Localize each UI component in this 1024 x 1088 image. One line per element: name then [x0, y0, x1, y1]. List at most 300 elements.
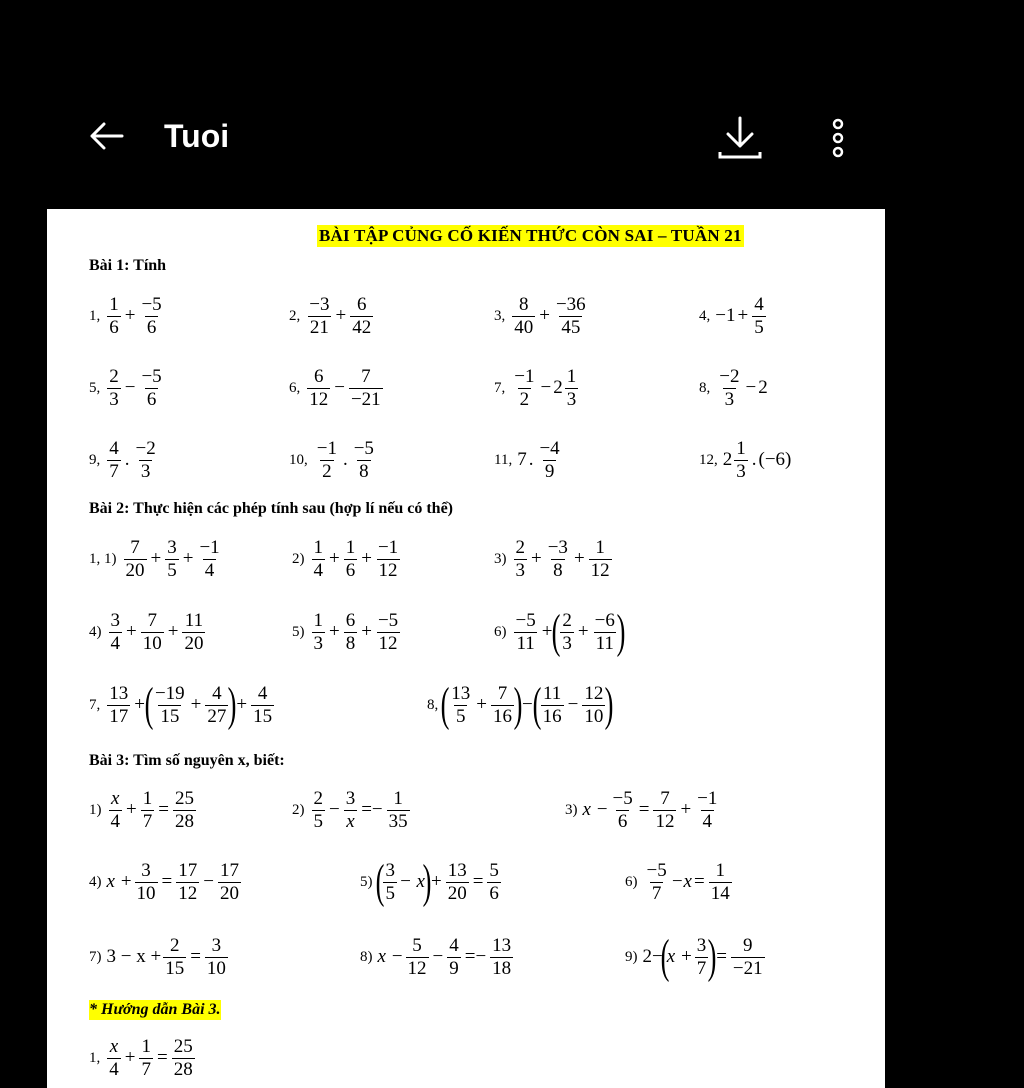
hint-bai-3: * Hướng dẫn Bài 3. [89, 1001, 221, 1018]
exercise-number: 9) [625, 948, 638, 965]
denominator: 12 [178, 882, 198, 904]
fraction [645, 860, 669, 905]
denominator: 4 [204, 559, 215, 581]
exercise-3-2 [292, 782, 412, 838]
operator: − [203, 871, 214, 892]
fraction [653, 788, 676, 833]
numerator: 4 [109, 437, 119, 459]
denominator: 10 [142, 632, 162, 654]
numerator: 2 [313, 787, 323, 809]
paren-left: ( [144, 678, 154, 731]
fraction [593, 610, 617, 655]
numerator: −6 [594, 609, 615, 631]
exercise-number: 4, [699, 307, 711, 324]
exercise-number: 9, [89, 451, 101, 468]
fraction [141, 788, 155, 833]
numerator: −19 [154, 682, 185, 704]
download-button[interactable] [714, 112, 766, 164]
fraction [135, 860, 158, 905]
fraction [153, 683, 187, 728]
denominator: 6 [345, 559, 356, 581]
fraction [376, 610, 400, 655]
exercise-1-10 [289, 432, 378, 488]
denominator: 2 [322, 460, 332, 482]
fraction [344, 788, 358, 833]
numerator: 3 [211, 934, 222, 956]
exercise-number: 2, [289, 307, 301, 324]
operator: + [361, 548, 372, 569]
whole-part: 2 [553, 377, 563, 398]
download-icon [714, 112, 766, 164]
operator: − [334, 377, 345, 398]
fraction [541, 683, 564, 728]
fraction [315, 438, 339, 483]
exercise-number: 6, [289, 379, 301, 396]
denominator: 10 [584, 705, 604, 727]
fraction [589, 537, 612, 582]
denominator: 28 [173, 1058, 193, 1080]
back-button[interactable] [86, 116, 126, 156]
denominator: 18 [492, 957, 512, 979]
exercise-number: 11, [494, 451, 513, 468]
operator: + [329, 621, 340, 642]
numerator: 5 [412, 934, 422, 956]
denominator: 15 [165, 957, 185, 979]
numerator: 4 [212, 682, 222, 704]
fraction [695, 935, 709, 980]
numerator: 3 [141, 859, 151, 881]
operator: = [156, 1047, 168, 1068]
denominator: 9 [544, 460, 555, 482]
operator: + [737, 305, 749, 326]
exercise-1-2 [289, 288, 375, 344]
denominator: 20 [125, 559, 145, 581]
operator: + [476, 694, 487, 715]
operator: . [751, 449, 757, 470]
exercise-number: 8, [699, 379, 711, 396]
operator: − [567, 694, 579, 715]
denominator: 3 [109, 388, 119, 410]
exercise-number: 8, [427, 696, 439, 713]
exercise-1-4 [699, 288, 768, 344]
exercise-number: 5) [292, 623, 305, 640]
fraction [383, 860, 397, 905]
denominator: 8 [359, 460, 369, 482]
denominator: 20 [447, 882, 467, 904]
fraction [695, 788, 719, 833]
fraction [512, 294, 535, 339]
numerator: 13 [447, 859, 467, 881]
denominator: 3 [566, 388, 577, 410]
term: 2 [758, 377, 768, 398]
operator: = [161, 871, 173, 892]
operator: + [361, 621, 372, 642]
fraction [107, 366, 121, 411]
exercise-number: 7) [89, 948, 102, 965]
exercise-number: 3, [494, 307, 506, 324]
exercise-1-11 [494, 432, 564, 488]
paren-right: ) [707, 930, 717, 983]
denominator: 10 [136, 882, 156, 904]
numerator: −5 [646, 859, 667, 881]
denominator: 42 [352, 316, 372, 338]
exercise-number: 4) [89, 873, 102, 890]
paren-right: ) [422, 855, 432, 908]
fraction [163, 935, 186, 980]
numerator: 1 [109, 293, 119, 315]
denominator: 12 [655, 810, 675, 832]
paren-left: ( [440, 678, 450, 731]
denominator: −21 [350, 388, 381, 410]
denominator: 6 [109, 316, 119, 338]
denominator: 7 [109, 460, 119, 482]
exercise-number: 5) [360, 873, 373, 890]
numerator: 7 [147, 609, 157, 631]
section-bai-2: Bài 2: Thực hiện các phép tính sau (hợp lí nếu có thể) [89, 500, 453, 517]
arrow-left-icon [86, 116, 126, 156]
exercise-2-1 [89, 531, 224, 587]
numerator: 3 [696, 934, 707, 956]
operator: − [124, 377, 136, 398]
operator: = [716, 946, 727, 967]
operator: + [134, 694, 145, 715]
paren-left: ( [532, 678, 542, 731]
term: (−6) [758, 449, 792, 470]
denominator: 11 [595, 632, 614, 654]
fraction [139, 1036, 153, 1081]
exercise-2-4 [89, 604, 207, 660]
fraction [312, 537, 326, 582]
numerator: 2 [515, 536, 525, 558]
fraction [107, 438, 121, 483]
numerator: 1 [393, 787, 403, 809]
numerator: −2 [135, 437, 156, 459]
fraction [312, 788, 326, 833]
numerator: 1 [736, 437, 746, 459]
mixed-number [723, 438, 750, 483]
section-bai-1: Bài 1: Tính [89, 257, 167, 274]
numerator: 1 [142, 787, 153, 809]
operator: + [167, 621, 179, 642]
exercise-number: 3) [565, 801, 578, 818]
fraction [752, 294, 766, 339]
term: x + [106, 871, 133, 892]
term: x + [666, 946, 693, 967]
document-page[interactable] [47, 209, 885, 1088]
numerator: 13 [109, 682, 129, 704]
fraction [565, 366, 579, 411]
exercise-number: 7, [494, 379, 506, 396]
denominator: 6 [146, 316, 157, 338]
denominator: 7 [142, 810, 153, 832]
numerator: 6 [314, 365, 324, 387]
operator: + [539, 305, 550, 326]
operator: − [329, 799, 340, 820]
fraction [141, 610, 164, 655]
denominator: 21 [309, 316, 329, 338]
operator: = [693, 871, 705, 892]
denominator: 12 [309, 388, 329, 410]
fraction [376, 537, 400, 582]
exercise-2-2 [292, 531, 402, 587]
denominator: 5 [385, 882, 395, 904]
fraction [734, 438, 748, 483]
denominator: −21 [732, 957, 763, 979]
fraction [344, 610, 358, 655]
paren-left: ( [375, 855, 384, 908]
denominator: 3 [724, 388, 735, 410]
exercise-1-12 [699, 432, 791, 488]
exercise-2-5 [292, 604, 402, 660]
fraction [134, 438, 158, 483]
fraction [387, 788, 410, 833]
term: x − [377, 946, 404, 967]
denominator: 3 [736, 460, 746, 482]
numerator: 25 [173, 1035, 193, 1057]
denominator: 6 [489, 882, 499, 904]
numerator: −5 [515, 609, 536, 631]
fraction [487, 860, 501, 905]
fraction [176, 860, 199, 905]
term: − x [398, 871, 425, 892]
numerator: −3 [547, 536, 568, 558]
denominator: 16 [492, 705, 512, 727]
fraction [611, 788, 635, 833]
fraction [709, 860, 732, 905]
hint-exercise-1 [89, 1030, 197, 1086]
numerator: −5 [612, 787, 633, 809]
numerator: −1 [697, 787, 718, 809]
exercise-2-6 [494, 604, 626, 660]
fraction [560, 610, 574, 655]
document-title: BÀI TẬP CỦNG CỐ KIẾN THỨC CÒN SAI – TUẦN 21 [319, 226, 742, 245]
numerator: 7 [361, 365, 371, 387]
exercise-number: 1) [89, 801, 102, 818]
numerator: −5 [353, 437, 374, 459]
paren-left: ( [552, 605, 561, 658]
operator: + [531, 548, 542, 569]
fraction [172, 1036, 195, 1081]
exercise-1-5 [89, 360, 166, 416]
denominator: 14 [710, 882, 730, 904]
more-options-button[interactable] [826, 114, 850, 162]
numerator: −2 [719, 365, 740, 387]
fraction [446, 860, 469, 905]
denominator: 27 [207, 705, 227, 727]
operator: + [124, 305, 136, 326]
numerator: 25 [174, 787, 194, 809]
operator: + [190, 694, 202, 715]
denominator: 15 [253, 705, 273, 727]
numerator: 3 [385, 859, 395, 881]
operator: =− [361, 799, 383, 820]
fraction [491, 683, 514, 728]
operator: + [236, 694, 248, 715]
denominator: x [346, 810, 355, 832]
exercise-2-8 [427, 677, 614, 733]
fraction [173, 788, 196, 833]
fraction [107, 1036, 121, 1081]
numerator: −5 [141, 365, 162, 387]
mixed-number [553, 366, 580, 411]
fraction [447, 935, 461, 980]
operator: − [745, 377, 757, 398]
numerator: 1 [715, 859, 725, 881]
operator: . [342, 449, 348, 470]
exercise-number: 12, [699, 451, 718, 468]
term: −1 [715, 305, 736, 326]
operator: =− [464, 946, 487, 967]
exercise-number: 2) [292, 801, 305, 818]
term: 7 [517, 449, 527, 470]
paren-left: ( [660, 930, 670, 983]
denominator: 35 [388, 810, 408, 832]
denominator: 5 [313, 810, 323, 832]
denominator: 6 [617, 810, 628, 832]
numerator: 2 [562, 609, 572, 631]
whole-part: 2 [722, 449, 733, 470]
denominator: 5 [455, 705, 466, 727]
fraction [107, 294, 121, 339]
section-bai-3: Bài 3: Tìm số nguyên x, biết: [89, 752, 285, 769]
numerator: 1 [313, 536, 323, 558]
numerator: −4 [539, 437, 560, 459]
operator: − [521, 694, 533, 715]
exercise-2-3 [494, 531, 614, 587]
numerator: 7 [130, 536, 140, 558]
exercise-number: 5, [89, 379, 101, 396]
numerator: −1 [199, 536, 220, 558]
exercise-number: 1, [89, 307, 101, 324]
exercise-number: 8) [360, 948, 373, 965]
exercise-3-6 [625, 854, 734, 910]
denominator: 3 [562, 632, 572, 654]
denominator: 8 [345, 632, 356, 654]
app-title: Tuoi [164, 118, 230, 154]
exercise-1-6 [289, 360, 385, 416]
paren-right: ) [227, 678, 237, 731]
numerator: 8 [519, 293, 529, 315]
denominator: 12 [378, 559, 398, 581]
numerator: 13 [451, 682, 471, 704]
numerator: 3 [110, 609, 120, 631]
numerator: 4 [257, 682, 268, 704]
fraction [352, 438, 376, 483]
fraction [218, 860, 241, 905]
denominator: 5 [754, 316, 764, 338]
numerator: −5 [377, 609, 399, 631]
fraction [205, 683, 228, 728]
operator: + [577, 621, 589, 642]
numerator: 11 [184, 609, 204, 631]
denominator: 7 [141, 1058, 151, 1080]
exercise-1-8 [699, 360, 768, 416]
operator: − [432, 946, 444, 967]
exercise-3-5 [360, 854, 503, 910]
numerator: x [109, 1035, 119, 1057]
denominator: 4 [702, 810, 713, 832]
operator: . [528, 449, 534, 470]
denominator: 9 [449, 957, 459, 979]
operator: + [680, 799, 692, 820]
paren-right: ) [616, 605, 626, 658]
numerator: −1 [514, 365, 535, 387]
exercise-number: 1, 1) [89, 550, 117, 567]
fraction [731, 935, 765, 980]
exercise-number: 3) [494, 550, 507, 567]
fraction [139, 366, 163, 411]
paren-right: ) [513, 678, 523, 731]
numerator: x [111, 787, 120, 809]
numerator: 3 [345, 787, 356, 809]
fraction [514, 610, 538, 655]
operator: = [190, 946, 201, 967]
fraction [197, 537, 221, 582]
exercise-number: 6) [494, 623, 507, 640]
exercise-number: 10, [289, 451, 308, 468]
exercise-3-9 [625, 929, 767, 985]
numerator: 4 [449, 934, 459, 956]
numerator: 13 [492, 934, 512, 956]
denominator: 15 [160, 705, 180, 727]
fraction [124, 537, 147, 582]
exercise-3-4 [89, 854, 243, 910]
denominator: 17 [109, 705, 129, 727]
denominator: 20 [184, 632, 204, 654]
denominator: 28 [174, 810, 194, 832]
operator: + [573, 548, 585, 569]
operator: − [540, 377, 552, 398]
term: 2− [642, 946, 663, 967]
exercise-number: 6) [625, 873, 638, 890]
numerator: −1 [316, 437, 337, 459]
exercise-number: 1, [89, 1049, 101, 1066]
exercise-number: 2) [292, 550, 305, 567]
operator: = [158, 799, 169, 820]
denominator: 10 [206, 957, 226, 979]
fraction [350, 294, 373, 339]
numerator: −1 [377, 536, 399, 558]
operator: + [182, 548, 194, 569]
numerator: 6 [345, 609, 356, 631]
denominator: 3 [313, 632, 323, 654]
fraction [512, 366, 536, 411]
fraction [307, 294, 331, 339]
term: 3 − x + [106, 946, 162, 967]
numerator: 1 [566, 365, 577, 387]
numerator: 9 [743, 934, 753, 956]
operator: + [329, 548, 340, 569]
denominator: 6 [146, 388, 157, 410]
numerator: 17 [178, 859, 198, 881]
operator: + [126, 621, 137, 642]
denominator: 7 [651, 882, 662, 904]
denominator: 40 [514, 316, 534, 338]
fraction [139, 294, 163, 339]
denominator: 3 [515, 559, 525, 581]
numerator: 1 [595, 536, 605, 558]
operator: + [541, 621, 553, 642]
fraction [182, 610, 205, 655]
numerator: 5 [489, 859, 499, 881]
more-vertical-icon [826, 114, 850, 162]
denominator: 12 [590, 559, 610, 581]
operator: . [124, 449, 130, 470]
operator: = [472, 871, 484, 892]
fraction [109, 788, 123, 833]
fraction [514, 537, 528, 582]
denominator: 16 [542, 705, 562, 727]
